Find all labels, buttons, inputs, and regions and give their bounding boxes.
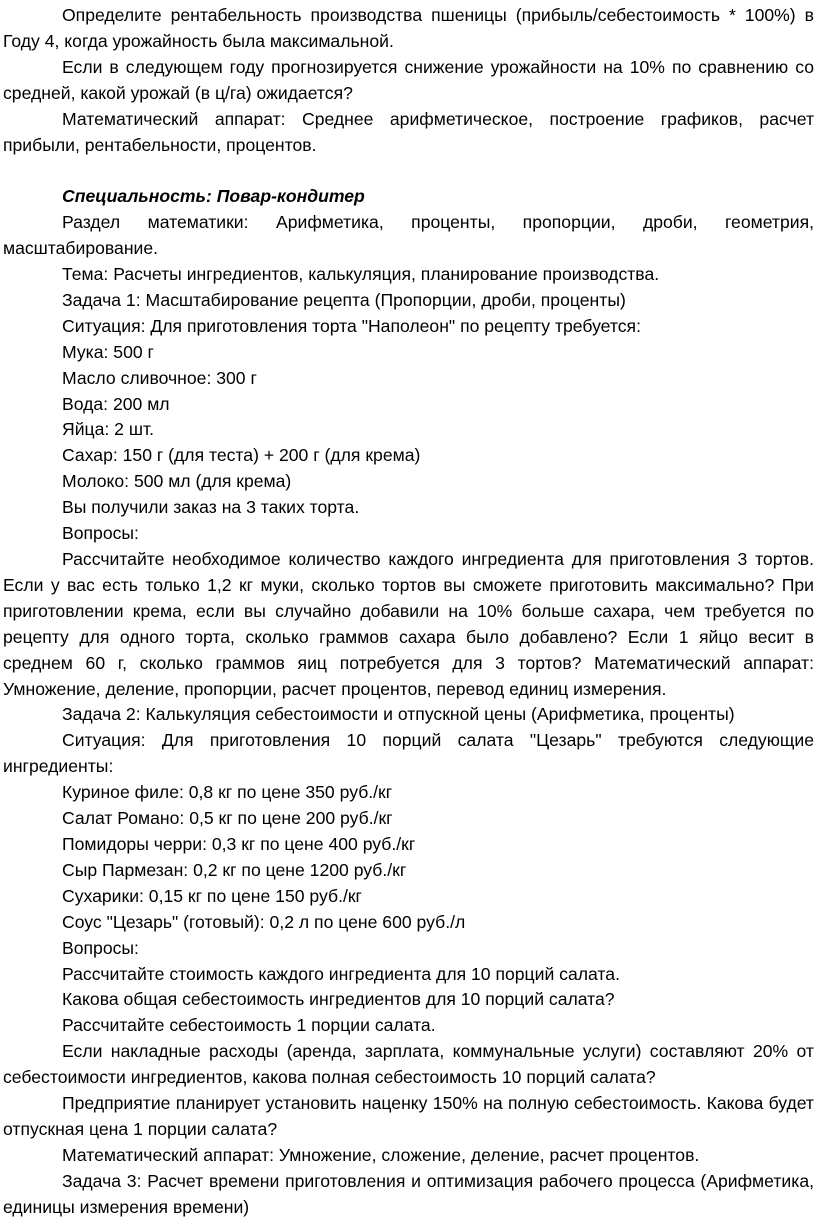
task1-questions: Рассчитайте необходимое количество каждого ингредиента для приготовления 3 тортов. Если у вас есть только 1,2 кг муки, сколько тортов вы сможете приготовить максимально? При приготовлении крема, если вы случайно добавили на 10% больше сахара, чем требуется по рецепту для одного торта, сколько граммов сахара было добавлено? Если 1 яйцо весит в среднем 60 г, сколько граммов яиц потребуется для 3 тортов? Математический аппарат: Умножение, деление, пропорции, расчет процентов, перевод единиц измерения. bbox=[3, 549, 814, 699]
document-page bbox=[3, 0, 814, 1221]
profitability-question: Определите рентабельность производства пшеницы (прибыль/себестоимость * 100%) в Году 4, когда урожайность была максимальной. bbox=[3, 5, 814, 51]
task1-ingredient: Яйца: 2 шт. bbox=[62, 419, 154, 440]
math-section: Раздел математики: Арифметика, проценты, пропорции, дроби, геометрия, масштабирование. bbox=[3, 212, 814, 259]
task2-title: Задача 2: Калькуляция себестоимости и отпускной цены (Арифметика, проценты) bbox=[62, 704, 735, 725]
task2-math: Математический аппарат: Умножение, сложение, деление, расчет процентов. bbox=[62, 1144, 700, 1165]
task1-ingredient: Вода: 200 мл bbox=[62, 393, 170, 414]
specialty-heading: Специальность: Повар-кондитер bbox=[62, 186, 365, 207]
task2-ingredient: Куриное филе: 0,8 кг по цене 350 руб./кг bbox=[62, 782, 393, 803]
task2-question: Рассчитайте стоимость каждого ингредиента для 10 порций салата. bbox=[62, 963, 620, 984]
task1-ingredient: Мука: 500 г bbox=[62, 341, 154, 362]
topic: Тема: Расчеты ингредиентов, калькуляция, планирование производства. bbox=[62, 264, 660, 285]
task1-ingredient: Сахар: 150 г (для теста) + 200 г (для крема) bbox=[62, 445, 421, 466]
task2-question: Рассчитайте себестоимость 1 порции салата. bbox=[62, 1015, 436, 1036]
task2-question: Если накладные расходы (аренда, зарплата, коммунальные услуги) составляют 20% от себестоимости ингредиентов, какова полная себестоимость 10 порций салата? bbox=[3, 1041, 814, 1088]
task2-question: Предприятие планирует установить наценку 150% на полную себестоимость. Какова будет отпускная цена 1 порции салата? bbox=[3, 1093, 814, 1139]
task1-order: Вы получили заказ на 3 таких торта. bbox=[62, 497, 360, 518]
task3-title: Задача 3: Расчет времени приготовления и оптимизация рабочего процесса (Арифметика, единицы измерения времени) bbox=[3, 1170, 814, 1217]
task1-ingredient: Молоко: 500 мл (для крема) bbox=[62, 471, 292, 492]
task2-ingredient: Сухарики: 0,15 кг по цене 150 руб./кг bbox=[62, 885, 362, 906]
task2-ingredient: Салат Романо: 0,5 кг по цене 200 руб./кг bbox=[62, 808, 393, 829]
task1-questions-label: Вопросы: bbox=[62, 523, 139, 544]
task2-ingredient: Сыр Пармезан: 0,2 кг по цене 1200 руб./кг bbox=[62, 859, 407, 880]
task2-ingredient: Помидоры черри: 0,3 кг по цене 400 руб./кг bbox=[62, 833, 416, 854]
blank-line bbox=[3, 158, 814, 184]
task1-title: Задача 1: Масштабирование рецепта (Пропорции, дроби, проценты) bbox=[62, 289, 626, 310]
task2-situation: Ситуация: Для приготовления 10 порций салата "Цезарь" требуются следующие ингредиенты: bbox=[3, 730, 814, 777]
task2-questions-label: Вопросы: bbox=[62, 937, 139, 958]
task2-question: Какова общая себестоимость ингредиентов для 10 порций салата? bbox=[62, 989, 615, 1010]
task1-situation: Ситуация: Для приготовления торта "Наполеон" по рецепту требуется: bbox=[62, 315, 641, 336]
math-apparatus-agri: Математический аппарат: Среднее арифметическое, построение графиков, расчет прибыли, рентабельности, процентов. bbox=[3, 108, 814, 155]
yield-forecast-question: Если в следующем году прогнозируется снижение урожайности на 10% по сравнению со средней, какой урожай (в ц/га) ожидается? bbox=[3, 56, 814, 103]
task1-ingredient: Масло сливочное: 300 г bbox=[62, 367, 257, 388]
task2-ingredient: Соус "Цезарь" (готовый): 0,2 л по цене 600 руб./л bbox=[62, 911, 466, 932]
